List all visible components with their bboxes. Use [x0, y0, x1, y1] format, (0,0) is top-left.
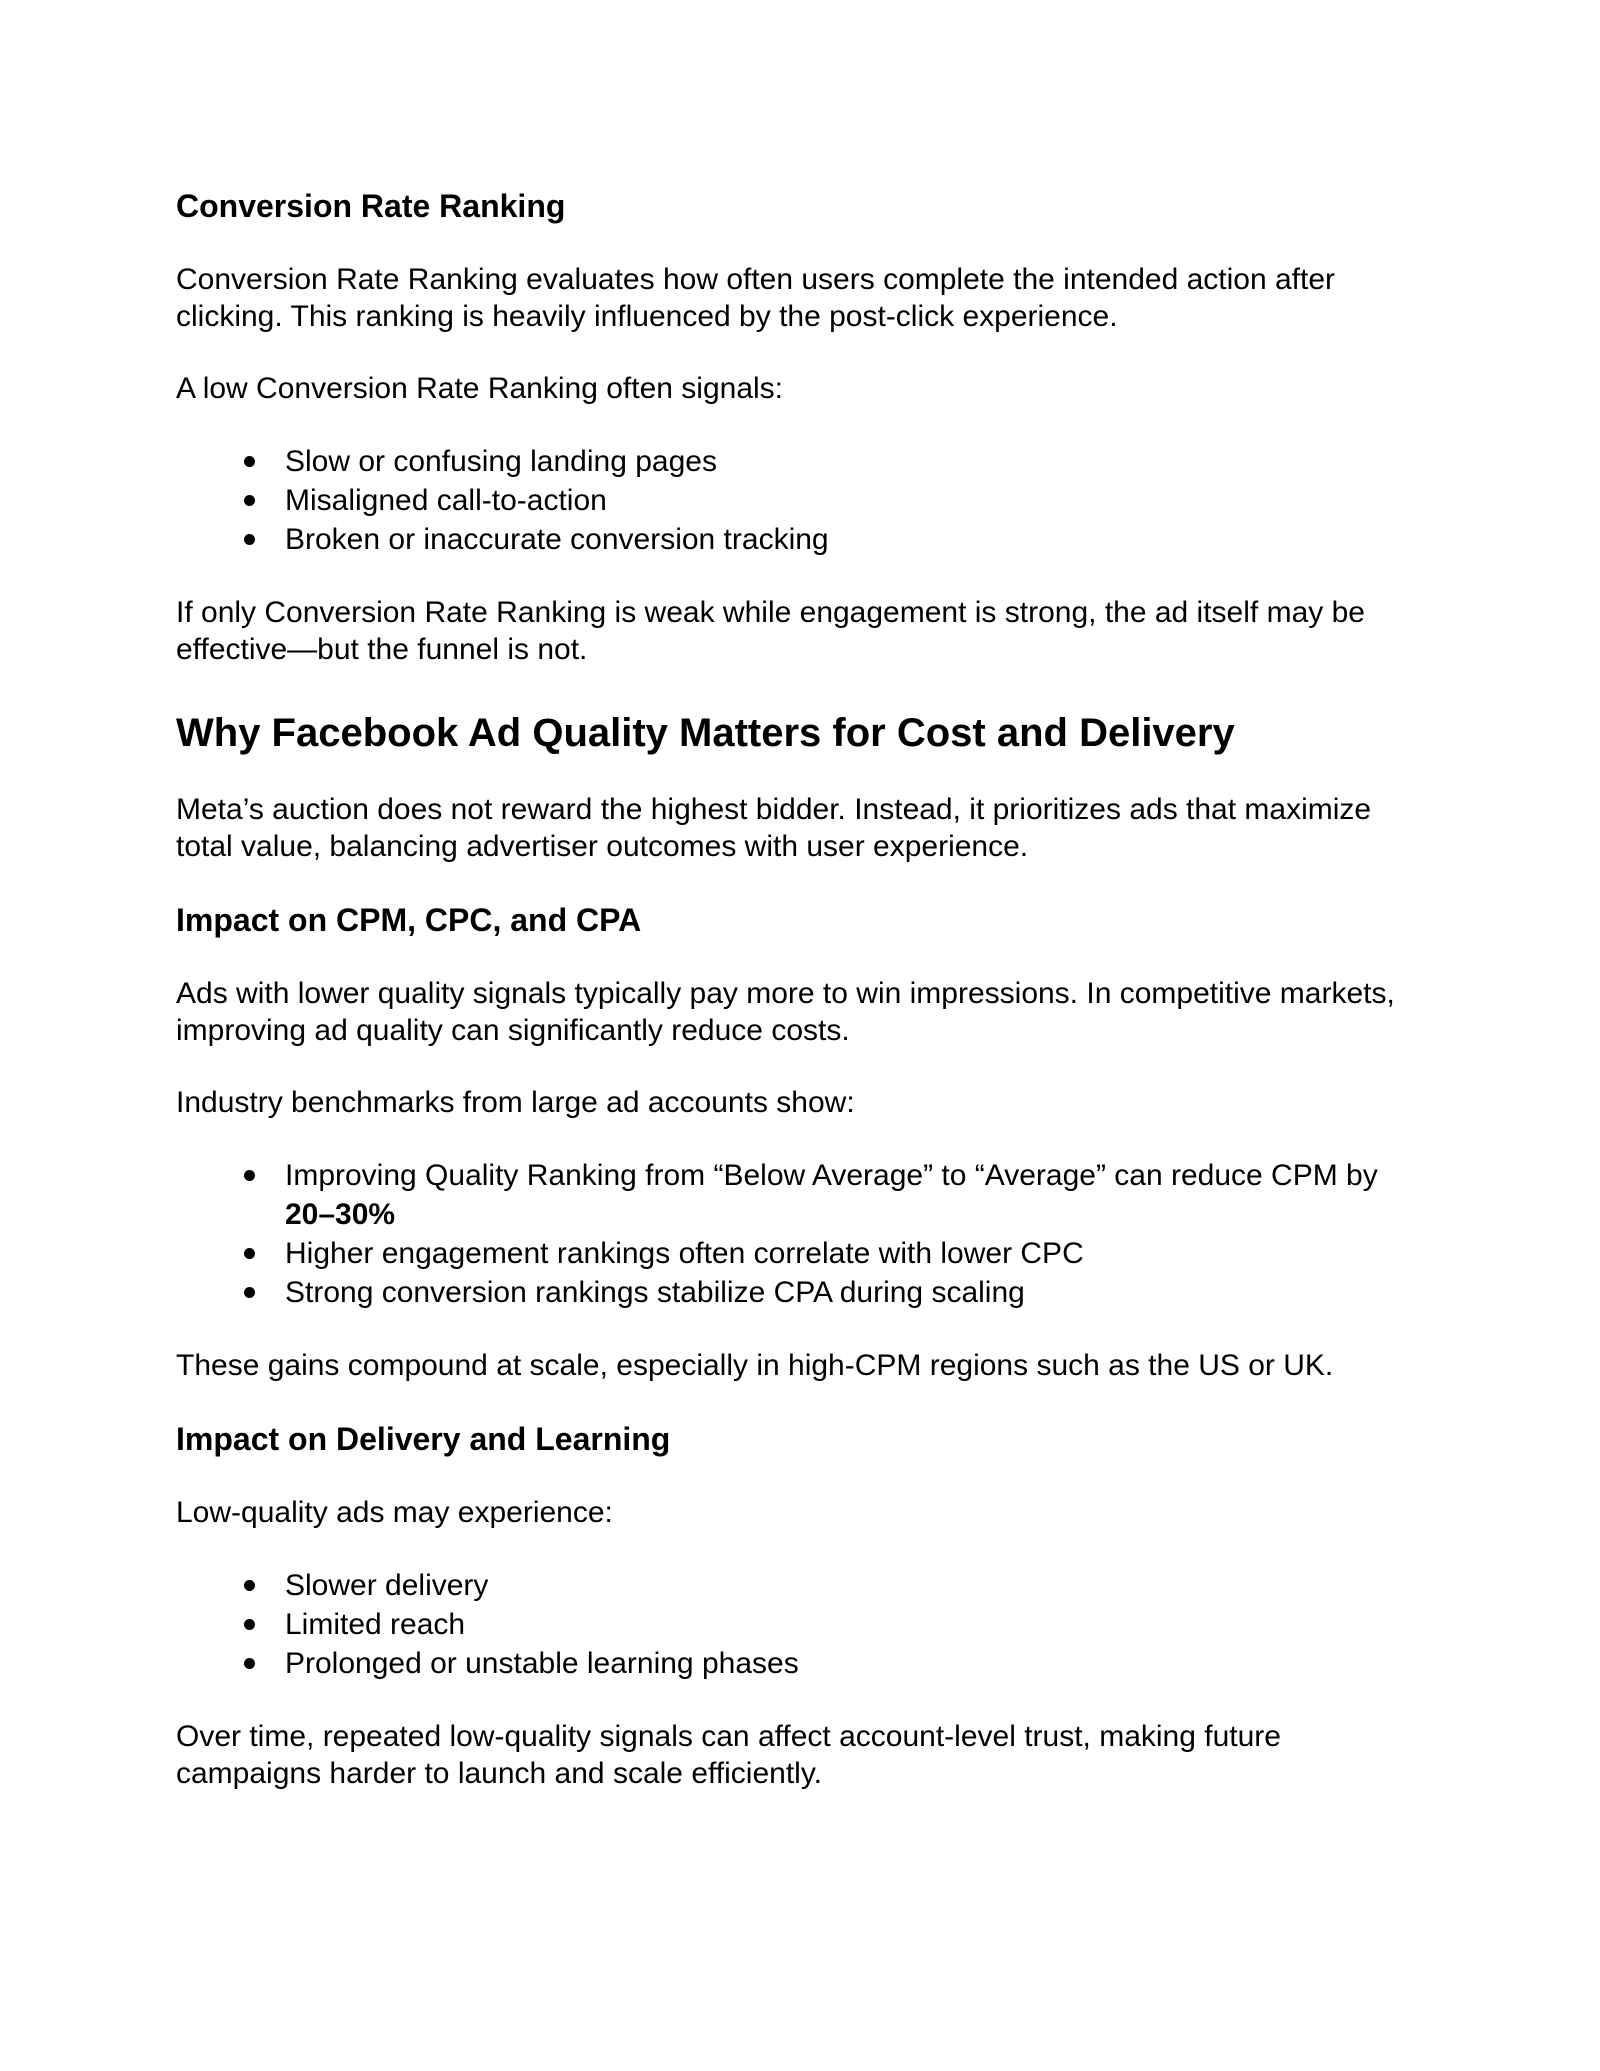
- list-item: [285, 520, 1424, 559]
- list-item-text: Improving Quality Ranking from “Below Average” to “Average” can reduce CPM by: [285, 1159, 1378, 1192]
- list-item: [285, 1234, 1424, 1273]
- paragraph-meta-auction: Meta’s auction does not reward the highest bidder. Instead, it prioritizes ads that maximize total value, balancing advertiser outcomes with user experience.: [176, 793, 1372, 863]
- bullet-list-delivery-issues: [176, 1566, 1424, 1683]
- paragraph-lower-quality-costs: Ads with lower quality signals typically pay more to win impressions. In competitive markets, improving ad quality can significantly reduce costs.: [176, 977, 1395, 1047]
- paragraph-low-quality-experience: Low-quality ads may experience:: [176, 1496, 613, 1529]
- paragraph-gains-compound: These gains compound at scale, especially in high-CPM regions such as the US or UK.: [176, 1349, 1334, 1382]
- list-item-text: Slower delivery: [285, 1569, 489, 1602]
- paragraph-low-ranking-signals: A low Conversion Rate Ranking often signals:: [176, 372, 784, 405]
- heading-why-ad-quality-matters: Why Facebook Ad Quality Matters for Cost and Delivery: [176, 711, 1235, 755]
- list-item: [285, 1605, 1424, 1644]
- bullet-list-benchmarks: [176, 1156, 1424, 1312]
- list-item-text: Higher engagement rankings often correlate with lower CPC: [285, 1237, 1084, 1270]
- list-item-text: Broken or inaccurate conversion tracking: [285, 523, 829, 556]
- list-item-text: Strong conversion rankings stabilize CPA during scaling: [285, 1276, 1025, 1309]
- list-item: [285, 442, 1424, 481]
- list-item: [285, 1644, 1424, 1683]
- list-item: [285, 1156, 1424, 1234]
- bold-text: 20–30%: [285, 1198, 396, 1231]
- list-item-text: Prolonged or unstable learning phases: [285, 1647, 799, 1680]
- paragraph-industry-benchmarks: Industry benchmarks from large ad accounts show:: [176, 1086, 855, 1119]
- paragraph-account-level-trust: Over time, repeated low-quality signals can affect account-level trust, making future campaigns harder to launch and scale efficiently.: [176, 1720, 1281, 1790]
- list-item: [285, 1566, 1424, 1605]
- list-item: [285, 1273, 1424, 1312]
- list-item-text: Slow or confusing landing pages: [285, 445, 717, 478]
- list-item: [285, 481, 1424, 520]
- paragraph-conversion-rate-intro: Conversion Rate Ranking evaluates how often users complete the intended action after clicking. This ranking is heavily influenced by the post-click experience.: [176, 263, 1336, 333]
- heading-impact-on-delivery-learning: Impact on Delivery and Learning: [176, 1421, 671, 1457]
- list-item-text: Limited reach: [285, 1608, 466, 1641]
- paragraph-weak-conversion-ranking: If only Conversion Rate Ranking is weak while engagement is strong, the ad itself may be effective—but the funnel is not.: [176, 596, 1365, 666]
- heading-impact-on-cpm-cpc-cpa: Impact on CPM, CPC, and CPA: [176, 902, 642, 938]
- heading-conversion-rate-ranking: Conversion Rate Ranking: [176, 188, 566, 224]
- bullet-list-low-ranking-signals: [176, 442, 1424, 559]
- list-item-text: Misaligned call-to-action: [285, 484, 607, 517]
